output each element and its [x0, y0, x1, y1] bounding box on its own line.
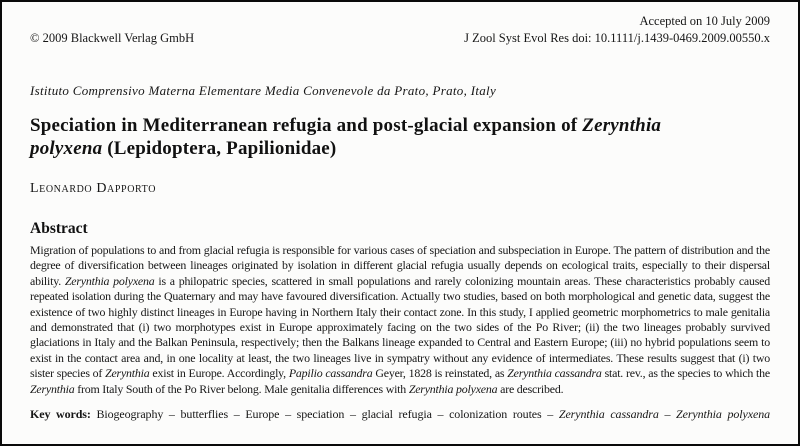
abstract-text: Migration of populations to and from glacial refugia is responsible for various cases of speciation and subspeciation in Europe. The pattern of distribution and the degree of diversification between lineages originated by isolation in different glacial refugia usually depends on ecological traits, especially to their dispersal ability. Zerynthia polyxena is a philopatric species, scattered in small populations and rarely colonizing mountain areas. These characteristics probably caused repeated isolation during the Quaternary and may have favoured diversification. Actually two studies, based on both morphological and genetic data, suggest the existence of two highly distinct lineages in Europe having in Northern Italy their contact zone. In this study, I applied geometric morphometrics to male genitalia and demonstrated that (i) two morphotypes exist in Europe approximately facing on the two sides of the Po River; (ii) the two lineages probably survived glaciations in Italy and the Balkan Peninsula, respectively; then the Balkans lineage expanded to Central and Eastern Europe; (iii) no hybrid populations seem to exist in the contact area and, in one locality at least, the two lineages live in sympatry without any evidence of intermediates. These results suggest that (i) two sister species of Zerynthia exist in Europe. Accordingly, Papilio cassandra Geyer, 1828 is reinstated, as Zerynthia cassandra stat. rev., as the species to which the Zerynthia from Italy South of the Po River belong. Male genitalia differences with Zerynthia polyxena are described. — [30, 243, 770, 396]
accepted-date: Accepted on 10 July 2009 — [639, 14, 770, 28]
copyright-text: © 2009 Blackwell Verlag GmbH — [30, 31, 195, 45]
author-name: Leonardo Dapporto — [30, 181, 157, 196]
abstract-heading: Abstract — [30, 220, 88, 237]
paper-title: Speciation in Mediterranean refugia and post-glacial expansion of Zerynthia polyxena (Lepidoptera, Papilionidae) — [30, 115, 662, 159]
keywords-line: Key words: Biogeography – butterflies – Europe – speciation – glacial refugia – colonization routes – Zerynthia cassandra – Zerynthia polyxena — [30, 407, 771, 422]
journal-doi: J Zool Syst Evol Res doi: 10.1111/j.1439-0469.2009.00550.x — [464, 31, 770, 45]
page-header — [30, 13, 770, 47]
affiliation: Istituto Comprensivo Materna Elementare Media Convenevole da Prato, Prato, Italy — [30, 83, 497, 98]
header-right-block — [464, 13, 770, 47]
